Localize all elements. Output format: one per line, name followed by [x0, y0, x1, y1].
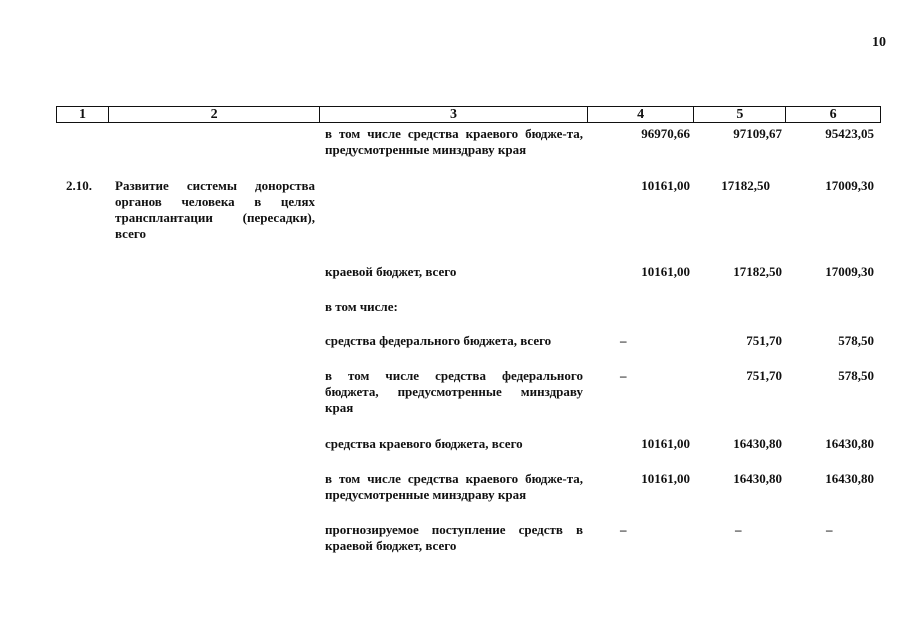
- row-8-col4: –: [620, 522, 627, 537]
- row-0-col4: 96970,66: [641, 126, 690, 141]
- row-7-col5: 16430,80: [733, 471, 782, 486]
- header-col-1: 1: [57, 107, 109, 122]
- row-0-col5: 97109,67: [733, 126, 782, 141]
- row-4-col5: 751,70: [746, 333, 782, 348]
- row-7-col6: 16430,80: [825, 471, 874, 486]
- row-5-col6: 578,50: [838, 368, 874, 383]
- row-8-col6: –: [826, 522, 833, 537]
- row-2-text: краевой бюджет, всего: [325, 264, 457, 279]
- row-8-col5: –: [735, 522, 742, 537]
- row-0-col6: 95423,05: [825, 126, 874, 141]
- row-6-col6: 16430,80: [825, 436, 874, 451]
- row-2-col5: 17182,50: [733, 264, 782, 279]
- table-header: [56, 106, 881, 123]
- row-7-col4: 10161,00: [641, 471, 690, 486]
- row-4-col4: –: [620, 333, 627, 348]
- row-6-text: средства краевого бюджета, всего: [325, 436, 523, 451]
- page-number: 10: [872, 35, 886, 50]
- row-4-col6: 578,50: [838, 333, 874, 348]
- row-0-text: в том числе средства краевого бюдже-та, предусмотренные минздраву края: [325, 126, 583, 157]
- row-1-code: 2.10.: [66, 178, 92, 193]
- row-1-col5: 17182,50: [721, 178, 770, 193]
- row-1-col6: 17009,30: [825, 178, 874, 193]
- row-8-text: прогнозируемое поступление средств в краевой бюджет, всего: [325, 522, 583, 553]
- row-6-col5: 16430,80: [733, 436, 782, 451]
- row-4-text: средства федерального бюджета, всего: [325, 333, 552, 348]
- row-5-col4: –: [620, 368, 627, 383]
- header-col-3: 3: [320, 107, 587, 122]
- header-col-5: 5: [694, 107, 786, 122]
- row-5-col5: 751,70: [746, 368, 782, 383]
- row-1-col4: 10161,00: [641, 178, 690, 193]
- row-7-text: в том числе средства краевого бюдже-та, предусмотренные минздраву края: [325, 471, 583, 502]
- row-2-col6: 17009,30: [825, 264, 874, 279]
- row-2-col4: 10161,00: [641, 264, 690, 279]
- header-col-4: 4: [588, 107, 695, 122]
- row-1-name: Развитие системы донорства органов человека в целях трансплантации (пересадки), всего: [115, 178, 315, 241]
- header-col-6: 6: [829, 107, 837, 122]
- row-6-col4: 10161,00: [641, 436, 690, 451]
- row-5-text: в том числе средства федерального бюджета, предусмотренные минздраву края: [325, 368, 583, 415]
- row-3-text: в том числе:: [325, 299, 398, 314]
- header-col-2: 2: [109, 107, 320, 122]
